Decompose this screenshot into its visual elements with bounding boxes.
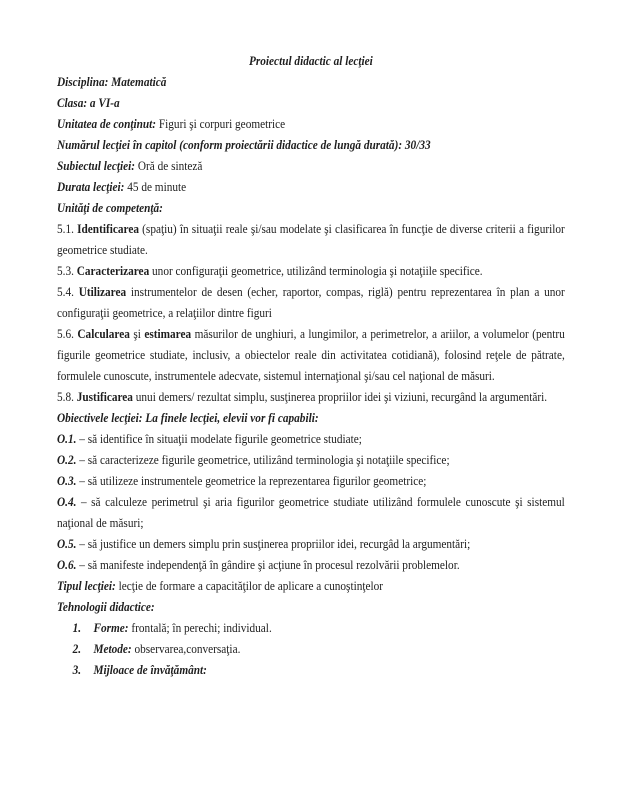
keyword-bold: Caracterizarea	[76, 263, 150, 278]
field-label: Subiectul lecţiei:	[57, 158, 136, 173]
field-durata	[57, 176, 565, 197]
document-content	[57, 50, 565, 680]
keyword-bold: Calcularea	[77, 326, 130, 341]
keyword-bold: estimarea	[144, 326, 192, 341]
field-clasa	[57, 92, 565, 113]
field-value: Figuri şi corpuri geometrice	[156, 116, 286, 131]
document-title: Proiectul didactic al lecţiei	[248, 53, 373, 68]
item-number: 5.4.	[57, 284, 79, 299]
technology-label: Forme:	[93, 620, 132, 635]
list-number: 3.	[72, 662, 82, 677]
field-label: Tipul lecţiei:	[57, 578, 116, 593]
item-text: (spaţiu) în situaţii reale şi/sau modelate şi clasificarea în funcţie de diverse criterii a figurilor geometrice studiate.	[57, 221, 565, 257]
field-value: 45 de minute	[124, 179, 187, 194]
objectives-heading	[57, 407, 565, 428]
technology-item-metode	[73, 638, 565, 659]
field-value: a VI-a	[87, 95, 120, 110]
field-subiectul	[57, 155, 565, 176]
technology-label: Metode:	[93, 641, 135, 656]
item-text: instrumentelor de desen (echer, raportor, compas, riglă) pentru reprezentarea în plan a unor configuraţii geometrice, a relaţiilor dintre figuri	[57, 284, 565, 320]
objective-text: – să justifice un demers simplu prin susţinerea propriilor idei, recurgâd la argumentări;	[76, 536, 471, 551]
objective-item-o2	[57, 449, 565, 470]
objective-item-o1	[57, 428, 565, 449]
objective-text: – să identifice în situaţii modelate figurile geometrice studiate;	[76, 431, 362, 446]
item-text: şi	[129, 326, 145, 341]
field-label: Clasa:	[57, 95, 88, 110]
competencies-heading	[57, 197, 565, 218]
technology-item-mijloace	[73, 659, 565, 680]
technology-label: Mijloace de învăţământ:	[93, 662, 207, 677]
objective-number: O.3.	[57, 473, 77, 488]
objective-text: – să calculeze perimetrul şi aria figurilor geometrice studiate utilizând formulele cunoscute şi sistemul naţional de măsuri;	[57, 494, 565, 530]
competency-item-5-8	[57, 386, 565, 407]
field-unitatea	[57, 113, 565, 134]
objective-item-o6	[57, 554, 565, 575]
field-value: 30/33	[402, 137, 431, 152]
competency-item-5-4	[57, 281, 565, 323]
item-number: 5.3.	[57, 263, 77, 278]
objective-number: O.4.	[57, 494, 77, 509]
heading-text: Unităţi de competenţă:	[57, 200, 163, 215]
field-label: Numărul lecţiei în capitol (conform proiectării didactice de lungă durată):	[57, 137, 403, 152]
competency-item-5-6	[57, 323, 565, 386]
competency-item-5-1	[57, 218, 565, 260]
item-number: 5.8.	[57, 389, 77, 404]
field-disciplina	[57, 71, 565, 92]
competency-item-5-3	[57, 260, 565, 281]
keyword-bold: Utilizarea	[78, 284, 127, 299]
keyword-bold: Justificarea	[76, 389, 133, 404]
field-value: Oră de sinteză	[135, 158, 203, 173]
heading-text: Obiectivele lecţiei: La finele lecţiei, elevii vor fi capabili:	[57, 410, 319, 425]
item-text: măsurilor de unghiuri, a lungimilor, a perimetrelor, a ariilor, a volumelor (pentru figurile geometrice studiate, inclusiv, a obiectelor reale din activitatea cotidiană), folosind reţele de pătrate, formulele cunoscute, instrumentele adecvate, sistemul internaţional şi/sau cel naţional de măsuri.	[57, 326, 565, 383]
lesson-type-line	[57, 575, 565, 596]
item-text: unor configuraţii geometrice, utilizând terminologia şi notaţiile specifice.	[149, 263, 483, 278]
objective-item-o4	[57, 491, 565, 533]
field-value: Matematică	[108, 74, 167, 89]
field-label: Disciplina:	[57, 74, 109, 89]
objective-number: O.2.	[57, 452, 77, 467]
field-value: lecţie de formare a capacităţilor de aplicare a cunoştinţelor	[115, 578, 384, 593]
keyword-bold: Identificarea	[77, 221, 139, 236]
list-number: 2.	[72, 641, 82, 656]
item-number: 5.6.	[57, 326, 78, 341]
objective-text: – să manifeste independenţă în gândire şi acţiune în procesul rezolvării problemelor.	[76, 557, 460, 572]
technology-item-forme	[73, 617, 565, 638]
heading-text: Tehnologii didactice:	[57, 599, 155, 614]
technology-value: observarea,conversaţia.	[134, 641, 241, 656]
objective-item-o3	[57, 470, 565, 491]
objective-number: O.6.	[57, 557, 77, 572]
technology-value: frontală; în perechi; individual.	[131, 620, 272, 635]
item-number: 5.1.	[57, 221, 78, 236]
list-number: 1.	[72, 620, 82, 635]
item-text: unui demers/ rezultat simplu, susţinerea propriilor idei şi viziuni, recurgând la argumentări.	[132, 389, 548, 404]
technologies-heading	[57, 596, 565, 617]
field-label: Unitatea de conţinut:	[57, 116, 157, 131]
field-label: Durata lecţiei:	[57, 179, 125, 194]
objective-text: – să caracterizeze figurile geometrice, utilizând terminologia şi notaţiile specifice;	[76, 452, 450, 467]
objective-number: O.5.	[57, 536, 77, 551]
objective-number: O.1.	[57, 431, 77, 446]
field-numarul	[57, 134, 565, 155]
objective-text: – să utilizeze instrumentele geometrice la reprezentarea figurilor geometrice;	[76, 473, 427, 488]
objective-item-o5	[57, 533, 565, 554]
